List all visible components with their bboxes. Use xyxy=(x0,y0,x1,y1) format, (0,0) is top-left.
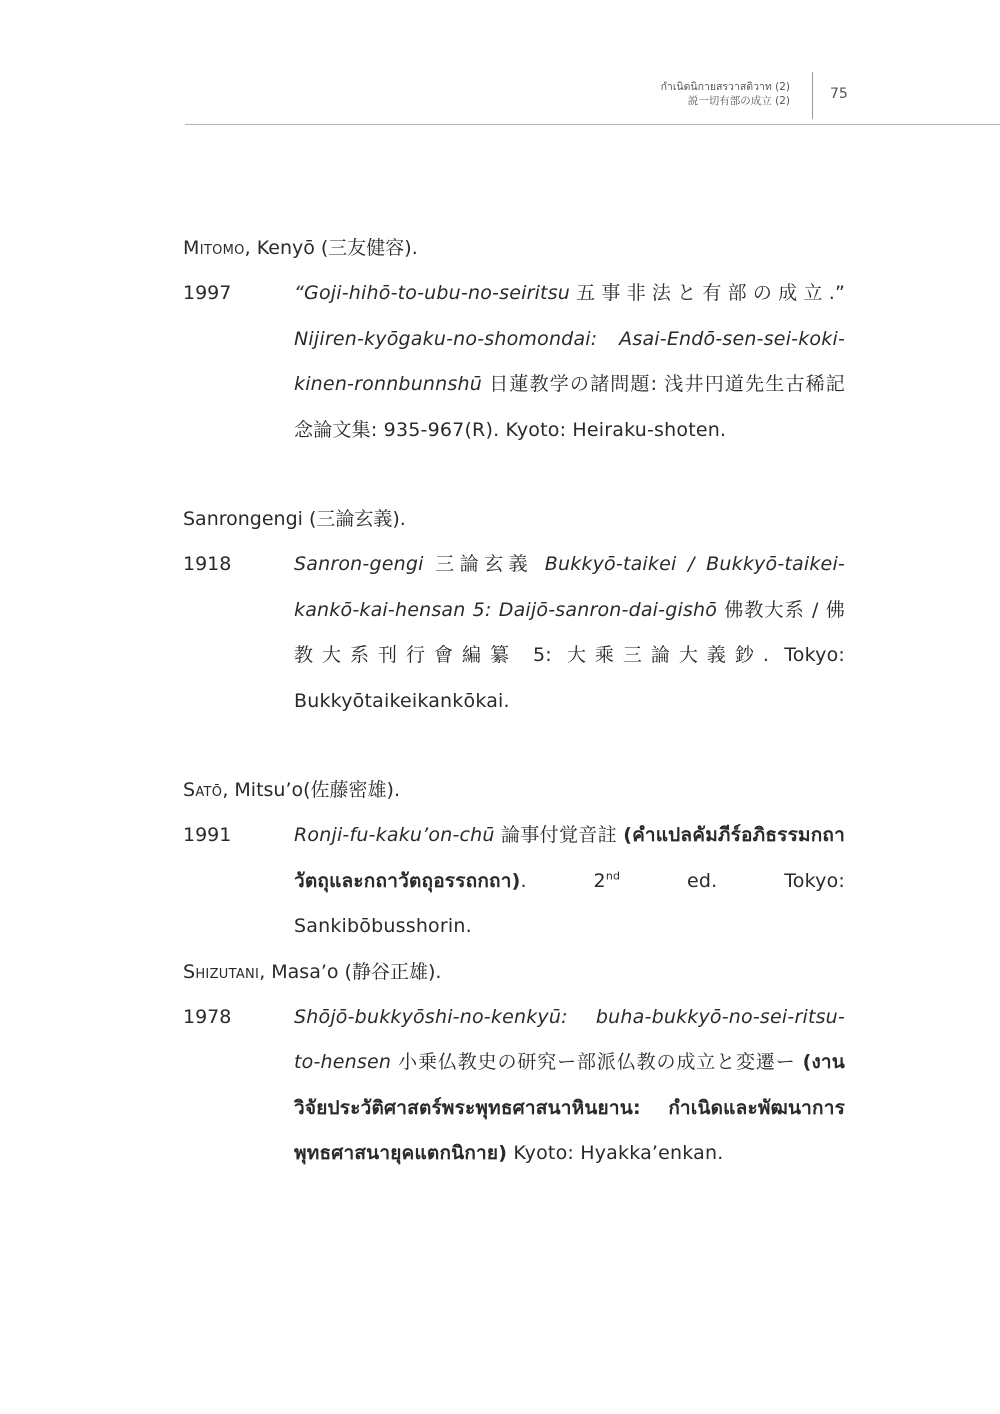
entry-author xyxy=(183,768,845,813)
citation-container: Nijiren-kyōgaku-no-shomondai: Asai-Endō-sen-sei-koki-kinen-ronnbunnshū xyxy=(294,327,845,395)
entry-reference xyxy=(183,995,845,1177)
running-header xyxy=(661,80,790,108)
citation-title-jp: 小乗仏教史の研究ー部派仏教の成立と変遷ー xyxy=(398,1051,796,1073)
citation-publication: Kyoto: Hyakka’enkan. xyxy=(507,1142,724,1164)
bib-entry-sanrongengi xyxy=(183,497,845,724)
author-surname: Mitomo xyxy=(183,237,245,259)
citation-thai-translation: (คำแปลคัมภีร์อภิธรรมกถาวัตถุและกถาวัตถุอรรถกถา) xyxy=(294,824,845,892)
citation-thai-translation: (งานวิจัยประวัติศาสตร์พระพุทธศาสนาหินยาน: กำเนิดและพัฒนาการพุทธศาสนายุคแตกนิกาย) xyxy=(294,1051,845,1164)
entry-citation xyxy=(294,542,845,724)
citation-title: “Goji-hihō-to-ubu-no-seiritsu xyxy=(294,282,571,304)
bibliography xyxy=(183,226,845,1177)
running-header-japanese: 説一切有部の成立 (2) xyxy=(687,95,790,107)
citation-edition: . 2 xyxy=(520,869,606,892)
entry-reference xyxy=(183,271,845,453)
citation-title: Ronji-fu-kaku’on-chū xyxy=(294,824,495,846)
citation-series: Bukkyō-taikei / Bukkyō-taikei-kankō-kai-hensan 5: Daijō-sanron-dai-gishō xyxy=(294,553,845,621)
author-surname: Satō xyxy=(183,779,223,801)
bib-entry-mitomo xyxy=(183,226,845,453)
entry-reference xyxy=(183,813,845,950)
citation-publication: . Tokyo: Bukkyōtaikeikankōkai. xyxy=(294,644,845,712)
bib-entry-sato xyxy=(183,768,845,950)
entry-year: 1991 xyxy=(183,824,232,846)
citation-title: Sanron-gengi xyxy=(294,553,424,575)
entry-year: 1978 xyxy=(183,1005,232,1028)
citation-title-jp: 論事付覚音註 xyxy=(501,824,617,846)
citation-series-jp: 佛教大系 / 佛教大系刊行會編纂 5: 大乘三論大義鈔 xyxy=(294,598,845,666)
citation-title: Shōjō-bukkyōshi-no-kenkyū: buha-bukkyō-no-sei-ritsu-to-hensen xyxy=(294,1005,845,1073)
header-horizontal-rule xyxy=(185,124,1000,125)
header-vertical-divider xyxy=(812,72,813,119)
entry-author xyxy=(183,950,845,995)
running-header-thai: กำเนิดนิกายสรวาสติวาท (2) xyxy=(660,81,790,93)
bib-entry-shizutani xyxy=(183,950,845,1177)
entry-citation xyxy=(294,271,845,453)
entry-citation xyxy=(294,813,845,950)
citation-container-jp: 日蓮教学の諸問題: 浅井円道先生古稀記念論文集 xyxy=(294,373,845,441)
author-surname: Shizutani xyxy=(183,960,260,983)
entry-author: Sanrongengi (三論玄義). xyxy=(183,508,406,530)
citation-title-jp: 三論玄義 xyxy=(435,553,534,575)
page-number: 75 xyxy=(830,86,848,102)
author-given: , Mitsu’o(佐藤密雄). xyxy=(222,779,400,801)
citation-edition-suffix: nd xyxy=(605,869,621,883)
entry-author xyxy=(183,226,845,271)
citation-publication: : 935-967(R). Kyoto: Heiraku-shoten. xyxy=(370,418,727,441)
entry-year: 1997 xyxy=(183,282,232,304)
entry-citation xyxy=(294,995,845,1177)
entry-reference xyxy=(183,542,845,724)
entry-year: 1918 xyxy=(183,553,232,575)
citation-title-jp: 五事非法と有部の成立.” xyxy=(570,282,845,304)
author-given: , Kenyō (三友健容). xyxy=(244,237,418,259)
author-given: , Masa’o (静谷正雄). xyxy=(259,960,442,983)
citation-publication: ed. Tokyo: Sankibōbusshorin. xyxy=(294,869,845,937)
